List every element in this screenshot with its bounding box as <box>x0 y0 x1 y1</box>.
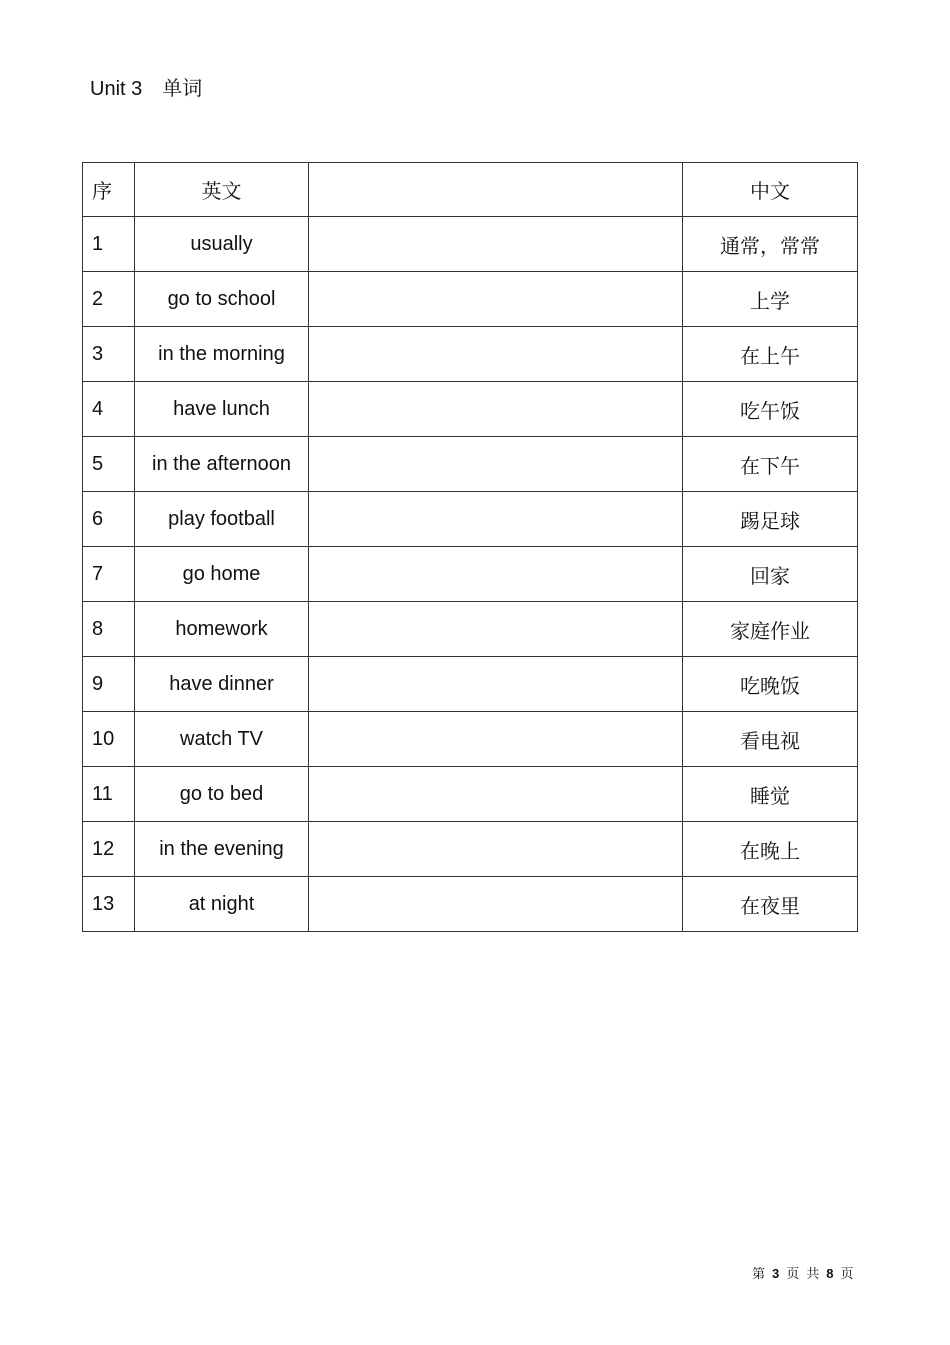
row-index: 1 <box>83 217 135 272</box>
row-chinese: 在上午 <box>683 327 858 382</box>
row-english: go to school <box>135 272 309 327</box>
footer-ye-2: 页 <box>840 1266 854 1281</box>
row-english: have lunch <box>135 382 309 437</box>
title-label: 单词 <box>162 78 203 100</box>
row-chinese: 看电视 <box>683 712 858 767</box>
row-index: 11 <box>83 767 135 822</box>
row-index: 10 <box>83 712 135 767</box>
row-chinese: 家庭作业 <box>683 602 858 657</box>
row-blank-cell <box>309 437 683 492</box>
table-row <box>83 602 858 657</box>
row-blank-cell <box>309 657 683 712</box>
row-english: in the morning <box>135 327 309 382</box>
row-index: 2 <box>83 272 135 327</box>
footer-di: 第 <box>752 1266 766 1281</box>
table-row <box>83 272 858 327</box>
header-english: 英文 <box>135 163 309 217</box>
row-blank-cell <box>309 602 683 657</box>
row-chinese: 踢足球 <box>683 492 858 547</box>
row-blank-cell <box>309 877 683 932</box>
row-blank-cell <box>309 767 683 822</box>
table-row <box>83 822 858 877</box>
row-index: 13 <box>83 877 135 932</box>
row-chinese: 睡觉 <box>683 767 858 822</box>
row-chinese: 在晚上 <box>683 822 858 877</box>
row-blank-cell <box>309 712 683 767</box>
row-index: 9 <box>83 657 135 712</box>
table-row <box>83 382 858 437</box>
row-english: watch TV <box>135 712 309 767</box>
row-index: 3 <box>83 327 135 382</box>
row-english: have dinner <box>135 657 309 712</box>
page-title <box>90 72 202 101</box>
row-chinese: 在下午 <box>683 437 858 492</box>
row-chinese: 通常，常常 <box>683 217 858 272</box>
header-chinese: 中文 <box>683 163 858 217</box>
unit-label: Unit 3 <box>90 78 143 100</box>
row-english: in the evening <box>135 822 309 877</box>
footer-total-pages: 8 <box>826 1266 834 1281</box>
header-index: 序 <box>83 163 135 217</box>
table-row <box>83 547 858 602</box>
row-blank-cell <box>309 822 683 877</box>
row-english: at night <box>135 877 309 932</box>
row-english: in the afternoon <box>135 437 309 492</box>
row-index: 12 <box>83 822 135 877</box>
page-footer <box>752 1263 861 1282</box>
table-row <box>83 217 858 272</box>
table-row <box>83 492 858 547</box>
row-blank-cell <box>309 492 683 547</box>
table-row <box>83 327 858 382</box>
row-index: 6 <box>83 492 135 547</box>
header-blank <box>309 163 683 217</box>
row-index: 4 <box>83 382 135 437</box>
table-row <box>83 877 858 932</box>
table-row <box>83 712 858 767</box>
row-english: go to bed <box>135 767 309 822</box>
footer-ye: 页 <box>786 1266 800 1281</box>
row-blank-cell <box>309 547 683 602</box>
row-english: go home <box>135 547 309 602</box>
row-chinese: 吃午饭 <box>683 382 858 437</box>
row-chinese: 上学 <box>683 272 858 327</box>
row-english: play football <box>135 492 309 547</box>
footer-gong: 共 <box>806 1266 820 1281</box>
table-row <box>83 657 858 712</box>
row-blank-cell <box>309 272 683 327</box>
row-blank-cell <box>309 327 683 382</box>
table-row <box>83 437 858 492</box>
row-index: 7 <box>83 547 135 602</box>
row-index: 8 <box>83 602 135 657</box>
footer-page-number: 3 <box>772 1266 780 1281</box>
row-blank-cell <box>309 217 683 272</box>
row-english: usually <box>135 217 309 272</box>
row-chinese: 吃晚饭 <box>683 657 858 712</box>
row-english: homework <box>135 602 309 657</box>
vocabulary-table <box>82 162 858 932</box>
row-blank-cell <box>309 382 683 437</box>
table-row <box>83 767 858 822</box>
row-chinese: 回家 <box>683 547 858 602</box>
row-index: 5 <box>83 437 135 492</box>
table-header-row <box>83 163 858 217</box>
row-chinese: 在夜里 <box>683 877 858 932</box>
